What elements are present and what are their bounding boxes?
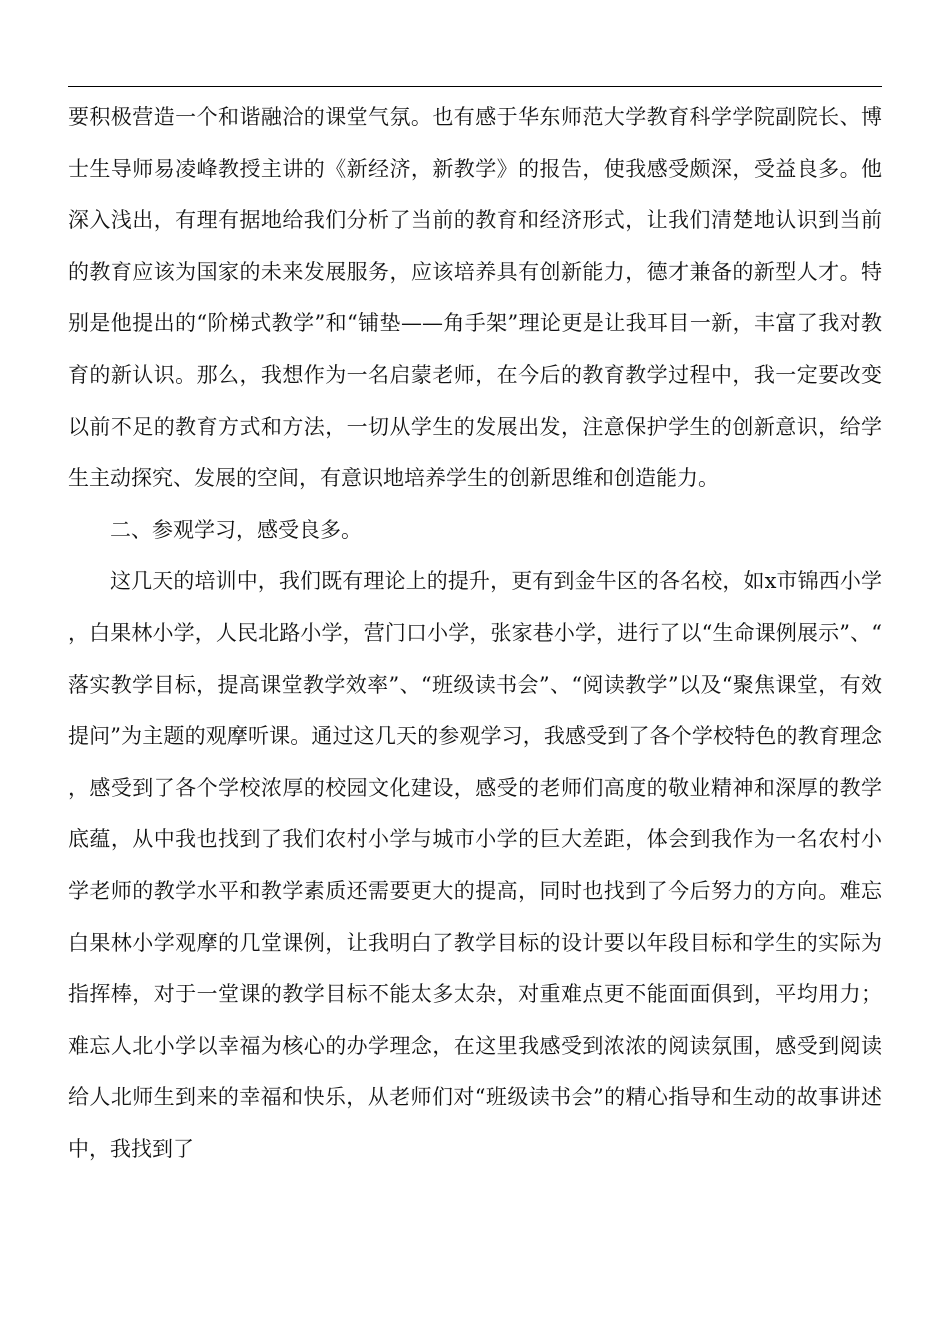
header-rule [68,86,882,87]
paragraph-continuation: 要积极营造一个和谐融洽的课堂气氛。也有感于华东师范大学教育科学学院副院长、博士生导师易凌峰教授主讲的《新经济，新教学》的报告，使我感受颇深，受益良多。他深入浅出，有理有据地给我们分析了当前的教育和经济形式，让我们清楚地认识到当前的教育应该为国家的未来发展服务，应该培养具有创新能力，德才兼备的新型人才。特别是他提出的“阶梯式教学”和“铺垫——角手架”理论更是让我耳目一新，丰富了我对教育的新认识。那么，我想作为一名启蒙老师，在今后的教育教学过程中，我一定要改变以前不足的教育方式和方法，一切从学生的发展出发，注意保护学生的创新意识，给学生主动探究、发展的空间，有意识地培养学生的创新思维和创造能力。 [68,105,882,491]
section-heading: 二、参观学习，感受良多。 [110,517,362,542]
paragraph-visit-study: 这几天的培训中，我们既有理论上的提升，更有到金牛区的各名校，如x市锦西小学，白果林小学，人民北路小学，营门口小学，张家巷小学，进行了以“生命课例展示”、“落实教学目标，提高课堂教学效率”、“班级读书会”、“阅读教学”以及“聚焦课堂，有效提问”为主题的观摩听课。通过这几天的参观学习，我感受到了各个学校特色的教育理念，感受到了各个学校浓厚的校园文化建设，感受的老师们高度的敬业精神和深厚的教学底蕴，从中我也找到了我们农村小学与城市小学的巨大差距，体会到我作为一名农村小学老师的教学水平和教学素质还需要更大的提高，同时也找到了今后努力的方向。难忘白果林小学观摩的几堂课例，让我明白了教学目标的设计要以年段目标和学生的实际为指挥棒，对于一堂课的教学目标不能太多太杂，对重难点更不能面面俱到，平均用力；难忘人北小学以幸福为核心的办学理念，在这里我感受到浓浓的阅读氛围，感受到阅读给人北师生到来的幸福和快乐，从老师们对“班级读书会”的精心指导和生动的故事讲述中，我找到了 [68,569,882,1161]
body-text [68,92,882,1175]
